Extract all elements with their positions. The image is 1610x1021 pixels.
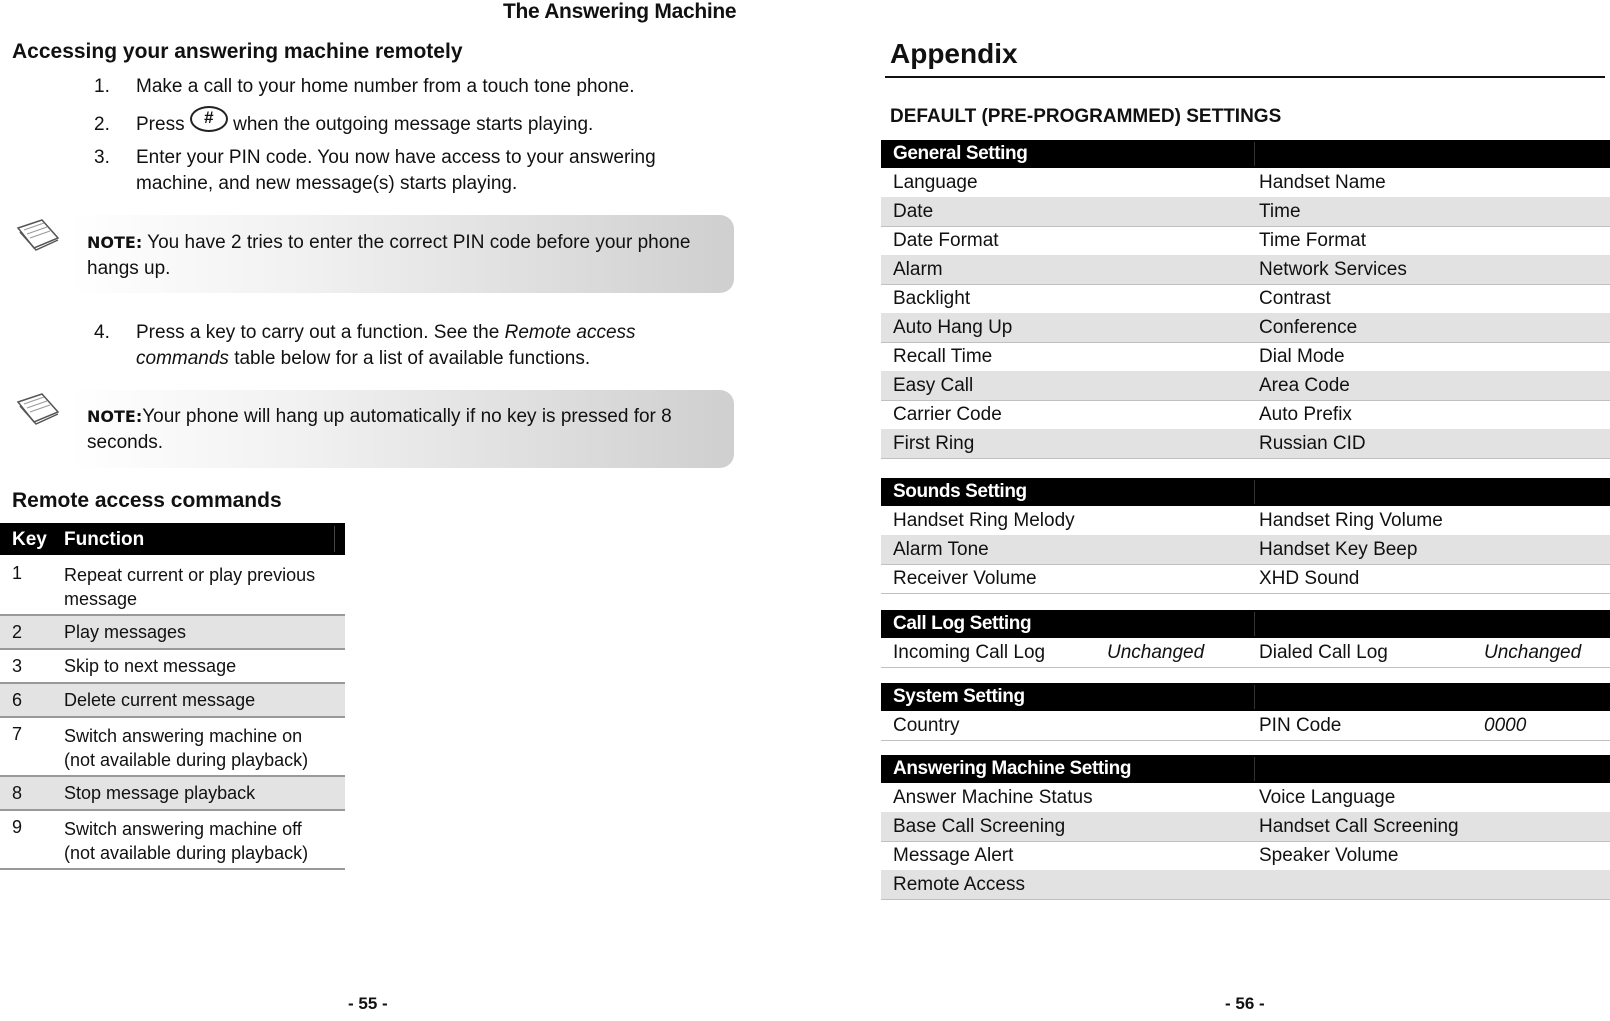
setting-name: Alarm Tone (893, 539, 989, 560)
hash-key-icon: # (190, 106, 228, 132)
note-body: Your phone will hang up automatically if no key is pressed for 8 seconds. (87, 406, 672, 453)
step-text-italic: Remote access commands (136, 322, 636, 369)
command-function: Delete current message (64, 690, 256, 710)
setting-name: XHD Sound (1259, 568, 1360, 589)
note-body: You have 2 tries to enter the correct PIN code before your phone hangs up. (87, 232, 691, 279)
command-function: Play messages (64, 622, 187, 642)
command-key: 8 (12, 783, 23, 803)
setting-name: Area Code (1259, 375, 1350, 396)
table-row (881, 313, 1610, 343)
table-row (881, 841, 1610, 871)
section-header-answering-machine (881, 755, 1610, 783)
setting-name: Handset Call Screening (1259, 816, 1459, 837)
command-key: 2 (12, 622, 23, 642)
note-text-pin-tries (87, 230, 707, 282)
setting-value: 0000 (1484, 715, 1527, 736)
note-label: NOTE: (87, 407, 143, 426)
setting-name: Speaker Volume (1259, 845, 1399, 866)
header-function: Function (64, 529, 145, 550)
setting-name: Time Format (1259, 230, 1366, 251)
setting-name: Base Call Screening (893, 816, 1066, 837)
table-row (881, 226, 1610, 256)
setting-name: Date Format (893, 230, 999, 251)
table-row (881, 711, 1610, 741)
setting-name: Easy Call (893, 375, 974, 396)
step-number: 4. (94, 322, 110, 343)
note-label: NOTE: (87, 233, 143, 252)
step-text-before: Press (136, 114, 185, 136)
step-number: 2. (94, 114, 110, 135)
setting-name: Date (893, 201, 934, 222)
setting-name: Language (893, 172, 978, 193)
header-divider (1254, 142, 1255, 166)
table-row (881, 342, 1610, 372)
setting-name: First Ring (893, 433, 975, 454)
step-text-after: when the outgoing message starts playing. (233, 114, 594, 136)
table-row (0, 811, 345, 870)
commands-table-header (0, 523, 345, 555)
table-row (0, 777, 345, 811)
setting-name: Handset Ring Volume (1259, 510, 1443, 531)
section-header-label: Call Log Setting (893, 613, 1032, 634)
table-row (0, 684, 345, 718)
table-row (881, 638, 1610, 668)
table-row (881, 564, 1610, 594)
command-key: 1 (12, 563, 23, 583)
table-row (881, 284, 1610, 314)
step-1 (94, 74, 734, 100)
note-text-hang-up (87, 404, 707, 456)
setting-name: Contrast (1259, 288, 1331, 309)
step-number: 1. (94, 76, 110, 97)
step-text: Make a call to your home number from a touch tone phone. (136, 76, 635, 97)
setting-name: Auto Prefix (1259, 404, 1352, 425)
section-title-remote-access: Accessing your answering machine remotely (12, 40, 463, 63)
table-row (881, 197, 1610, 227)
step-text (136, 108, 696, 138)
table-row (881, 535, 1610, 565)
table-row (881, 783, 1610, 813)
setting-name: Dial Mode (1259, 346, 1345, 367)
setting-name: Network Services (1259, 259, 1407, 280)
title-rule (885, 76, 1605, 78)
table-row (881, 400, 1610, 430)
header-divider (1254, 612, 1255, 636)
section-header-label: Answering Machine Setting (893, 758, 1132, 779)
table-row (0, 616, 345, 650)
step-text (136, 320, 676, 372)
table-row (0, 557, 345, 616)
setting-name: PIN Code (1259, 715, 1342, 736)
table-row (881, 506, 1610, 536)
header-divider (334, 526, 335, 552)
section-header-general (881, 140, 1610, 168)
setting-name: Voice Language (1259, 787, 1396, 808)
command-function: Skip to next message (64, 656, 237, 676)
setting-name: Country (893, 715, 960, 736)
section-header-sounds (881, 478, 1610, 506)
header-divider (1254, 685, 1255, 709)
setting-name: Conference (1259, 317, 1358, 338)
table-row (881, 812, 1610, 842)
command-key: 9 (12, 817, 23, 837)
command-function: Stop message playback (64, 783, 256, 803)
table-row (0, 718, 345, 777)
running-header: The Answering Machine (503, 0, 737, 23)
command-key: 6 (12, 690, 23, 710)
setting-name: Russian CID (1259, 433, 1366, 454)
step-number: 3. (94, 147, 110, 168)
header-divider (1254, 757, 1255, 781)
command-function: Switch answering machine on (not available during playback) (64, 726, 309, 770)
table-row (881, 255, 1610, 285)
command-function: Repeat current or play previous message (64, 565, 316, 609)
setting-name: Auto Hang Up (893, 317, 1013, 338)
command-key: 3 (12, 656, 23, 676)
setting-name: Time (1259, 201, 1301, 222)
setting-value: Unchanged (1484, 642, 1582, 663)
step-2 (94, 110, 734, 140)
step-text: Enter your PIN code. You now have access to your answering machine, and new message(s) starts playing. (136, 147, 656, 194)
remote-commands-title: Remote access commands (12, 489, 282, 512)
setting-name: Backlight (893, 288, 971, 309)
setting-name: Carrier Code (893, 404, 1002, 425)
page-number-right: - 56 - (1225, 994, 1265, 1013)
setting-value: Unchanged (1107, 642, 1205, 663)
setting-name: Receiver Volume (893, 568, 1037, 589)
setting-name: Message Alert (893, 845, 1014, 866)
setting-name: Incoming Call Log (893, 642, 1046, 663)
header-key: Key (12, 529, 47, 550)
section-header-label: Sounds Setting (893, 481, 1027, 502)
setting-name: Handset Ring Melody (893, 510, 1075, 531)
page-number-left: - 55 - (348, 994, 388, 1013)
step-text-before: Press a key to carry out a function. See the (136, 322, 500, 343)
header-divider (1254, 480, 1255, 504)
note-pad-icon (14, 392, 60, 426)
appendix-title: Appendix (890, 38, 1018, 69)
setting-name: Remote Access (893, 874, 1025, 895)
section-header-system (881, 683, 1610, 711)
step-3 (94, 145, 734, 197)
settings-subtitle: DEFAULT (PRE-PROGRAMMED) SETTINGS (890, 106, 1282, 127)
table-row (881, 870, 1610, 900)
step-4 (94, 320, 734, 372)
command-function: Switch answering machine off (not available during playback) (64, 819, 309, 863)
setting-name: Handset Name (1259, 172, 1386, 193)
note-pad-icon (14, 218, 60, 252)
table-row (881, 371, 1610, 401)
command-key: 7 (12, 724, 23, 744)
setting-name: Answer Machine Status (893, 787, 1093, 808)
section-header-call-log (881, 610, 1610, 638)
table-row (0, 650, 345, 684)
step-text-after: table below for a list of available functions. (234, 348, 591, 369)
section-header-label: System Setting (893, 686, 1025, 707)
table-row (881, 168, 1610, 198)
setting-name: Handset Key Beep (1259, 539, 1418, 560)
section-header-label: General Setting (893, 143, 1028, 164)
table-row (881, 429, 1610, 459)
setting-name: Recall Time (893, 346, 993, 367)
setting-name: Dialed Call Log (1259, 642, 1388, 663)
setting-name: Alarm (893, 259, 943, 280)
